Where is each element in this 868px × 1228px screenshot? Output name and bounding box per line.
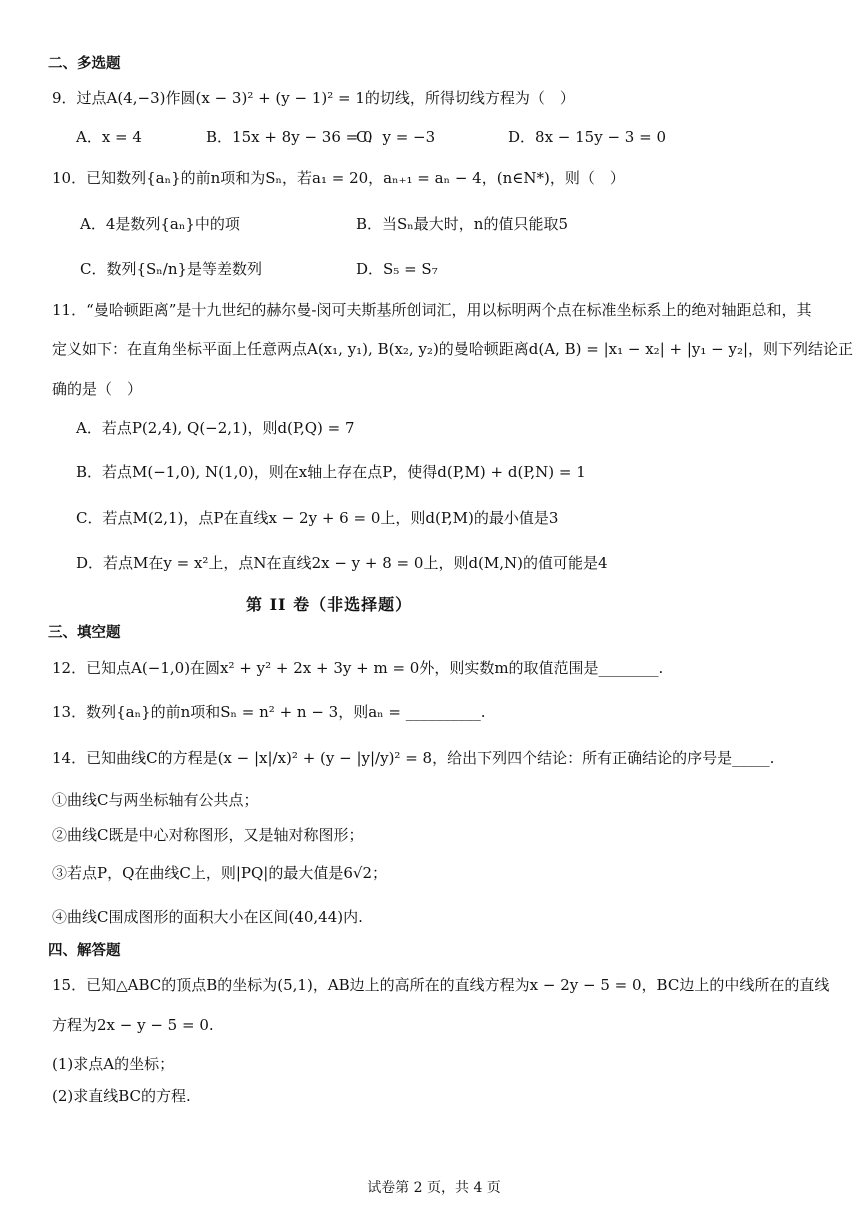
section-heading-multi-choice: 二、多选题 — [48, 56, 121, 72]
question-11-option-a: A．若点P(2,4), Q(−2,1)，则d(P,Q) = 7 — [76, 419, 355, 437]
question-10-option-c: C．数列{Sₙ/n}是等差数列 — [80, 260, 263, 278]
question-9-option-c: C．y = −3 — [356, 128, 436, 146]
question-15-line-1: 15．已知△ABC的顶点B的坐标为(5,1)，AB边上的高所在的直线方程为x − 2y − 5 = 0，BC边上的中线所在的直线 — [52, 976, 830, 994]
question-15-line-2: 方程为2x − y − 5 = 0. — [52, 1016, 214, 1034]
section-heading-fill-blank: 三、填空题 — [48, 625, 121, 641]
question-11-line-2: 定义如下：在直角坐标平面上任意两点A(x₁, y₁), B(x₂, y₂)的曼哈顿距离d(A, B) = |x₁ − x₂| + |y₁ − y₂|，则下列结论正 — [52, 340, 854, 358]
question-11-option-c: C．若点M(2,1)，点P在直线x − 2y + 6 = 0上，则d(P,M)的最小值是3 — [76, 509, 559, 527]
question-9-option-b: B．15x + 8y − 36 = 0 — [206, 128, 373, 146]
question-10-option-a: A．4是数列{aₙ}中的项 — [80, 215, 240, 233]
question-9-stem: 9．过点A(4,−3)作圆(x − 3)² + (y − 1)² = 1的切线，所得切线方程为（ ） — [52, 89, 575, 107]
question-14-item-2: ②曲线C既是中心对称图形，又是轴对称图形； — [52, 826, 364, 844]
question-9-option-d: D．8x − 15y − 3 = 0 — [508, 128, 666, 146]
question-11-line-3: 确的是（ ） — [52, 380, 143, 398]
question-14-item-4: ④曲线C围成图形的面积大小在区间(40,44)内. — [52, 908, 363, 926]
question-10-stem: 10．已知数列{aₙ}的前n项和为Sₙ，若a₁ = 20，aₙ₊₁ = aₙ − 4，(n∈N*)，则（ ） — [52, 169, 625, 187]
question-10-option-d: D．S₅ = S₇ — [356, 260, 438, 278]
question-15-part-1: (1)求点A的坐标； — [52, 1055, 175, 1073]
question-14-item-3: ③若点P，Q在曲线C上，则|PQ|的最大值是6√2； — [52, 864, 388, 882]
question-14-stem: 14．已知曲线C的方程是(x − |x|/x)² + (y − |y|/y)² = 8，给出下列四个结论：所有正确结论的序号是_____. — [52, 749, 775, 767]
question-11-option-b: B．若点M(−1,0), N(1,0)，则在x轴上存在点P，使得d(P,M) + d(P,N) = 1 — [76, 463, 586, 481]
question-12: 12．已知点A(−1,0)在圆x² + y² + 2x + 3y + m = 0外，则实数m的取值范围是________. — [52, 659, 664, 677]
section-heading-answer: 四、解答题 — [48, 943, 121, 959]
question-10-option-b: B．当Sₙ最大时，n的值只能取5 — [356, 215, 568, 233]
question-11-option-d: D．若点M在y = x²上，点N在直线2x − y + 8 = 0上，则d(M,N)的值可能是4 — [76, 554, 608, 572]
part-2-title: 第 II 卷（非选择题） — [246, 595, 413, 614]
question-15-part-2: (2)求直线BC的方程. — [52, 1087, 191, 1105]
question-11-line-1: 11．“曼哈顿距离”是十九世纪的赫尔曼-闵可夫斯基所创词汇，用以标明两个点在标准坐标系上的绝对轴距总和，其 — [52, 301, 812, 319]
question-9-option-a: A．x = 4 — [76, 128, 142, 146]
question-13: 13．数列{aₙ}的前n项和Sₙ = n² + n − 3，则aₙ = __________. — [52, 703, 486, 721]
question-14-item-1: ①曲线C与两坐标轴有公共点； — [52, 791, 259, 809]
page-footer: 试卷第 2 页，共 4 页 — [367, 1180, 501, 1196]
